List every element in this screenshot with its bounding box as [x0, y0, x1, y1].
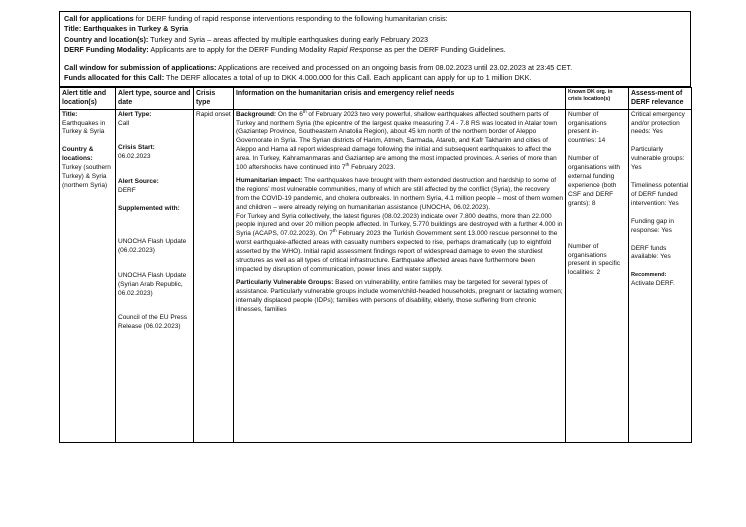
country-line	[64, 35, 686, 45]
vulnerable-text: Based on vulnerability, entire families may be targeted for several types of assistance. Particularly vulnerable groups include women/child-headed households, pregnant or lactating women; internally displaced people (IDPs); families with persons of disability, elderly, those suffering from chronic illnesses, families	[236, 278, 563, 313]
window-line	[64, 63, 686, 73]
impact-text: The earthquakes have brought with them extended destruction and hardship to some of the regions’ most vulnerable communities, many of which are still affected by the conflict (Syria), the recovery from the COVID-19 pandemic, and cholera outbreaks. In northern Syria, 4.1 million people – most of them women and children – were already relying on humanitarian assistance (UNOCHA, 06.02.2023).	[236, 176, 563, 211]
impact-sup: th	[332, 228, 337, 234]
country-value: Turkey and Syria – areas affected by multiple earthquakes during early February 2023	[148, 34, 429, 44]
col5-item-3: Number of organisations present in specific localities: 2	[568, 242, 621, 277]
col2-alert-type-value: Call	[118, 119, 130, 127]
header-alert-title: Alert title and location(s)	[60, 87, 116, 109]
impact-paragraph-2	[236, 213, 563, 275]
impact-text-2b: February 2023 the Turkish Government sent 13.000 rescue personnel to the worst earthquake-affected areas with casualty numbers expected to rise, perhaps dramatically (up to eightfold asserted by the WHO). Initial rapid assessment findings report of widespread damage to even the sturdiest structures as well as all types of critical infrastructure. Earthquake affected areas have furthermore been impacted by disruption of communication, power lines and water supply.	[236, 230, 558, 273]
alert-table	[59, 87, 692, 443]
impact-label: Humanitarian impact:	[236, 176, 303, 184]
modality-value-end: as per the DERF Funding Guidelines.	[382, 44, 506, 54]
modality-line	[64, 45, 686, 55]
col2-source-1: UNOCHA Flash Update (06.02.2023)	[118, 237, 187, 254]
col2-alert-source-label: Alert Source:	[118, 178, 159, 186]
background-label: Background:	[236, 110, 277, 118]
background-paragraph	[236, 108, 563, 173]
window-value: Applications are received and processed on an ongoing basis from 08.02.2023 until 23.02.2023 at 23:45 CET.	[216, 63, 573, 73]
header-info: Information on the humanitarian crisis and emergency relief needs	[234, 87, 566, 109]
col5-item-2: Number of organisations with external funding experience (both CSF and DERF grants): 8	[568, 155, 621, 207]
header-known-dk: Known DK org. in crisis location(s)	[566, 87, 629, 109]
title-line	[64, 24, 686, 34]
background-sup: th	[302, 108, 307, 114]
background-sup-2: th	[345, 161, 350, 167]
funds-label: Funds allocated for this Call:	[64, 73, 165, 83]
col6-recommend-value: Activate DERF.	[631, 280, 675, 288]
table-row	[60, 109, 692, 442]
col1-title-value: Earthquakes in Turkey & Syria	[62, 119, 106, 136]
country-label: Country and location(s):	[64, 34, 149, 44]
col6-recommend-label: Recommend:	[631, 272, 667, 279]
funds-line	[64, 73, 686, 83]
cell-info	[234, 109, 566, 442]
col1-title-label: Title:	[62, 110, 78, 118]
cell-crisis-type	[194, 109, 234, 442]
col6-item-5: DERF funds available: Yes	[631, 244, 671, 261]
col3-crisis-type: Rapid onset	[196, 110, 231, 118]
header-crisis-type: Crisis type	[194, 87, 234, 109]
title-value: Earthquakes in Turkey & Syria	[81, 24, 189, 34]
background-text-c: February 2023.	[349, 164, 396, 172]
col1-country-label: Country & locations:	[62, 146, 94, 163]
modality-italic: Rapid Response	[328, 44, 383, 54]
table-header-row	[60, 87, 692, 109]
col6-item-2: Particularly vulnerable groups: Yes	[631, 146, 685, 172]
col2-supplemented-label: Supplemented with:	[118, 205, 180, 213]
modality-label: DERF Funding Modality:	[64, 44, 149, 54]
call-intro-bold: Call for applications	[64, 14, 134, 23]
col6-item-3: Timeliness potential of DERF funded intervention: Yes	[631, 182, 689, 207]
col2-source-2: UNOCHA Flash Update (Syrian Arab Republic, 06.02.2023)	[118, 271, 187, 297]
call-intro-text: for DERF funding of rapid response interventions responding to the following humanitarian crisis:	[133, 14, 448, 23]
impact-paragraph	[236, 177, 563, 213]
header-assessment: Assess-ment of DERF relevance	[629, 87, 692, 109]
background-text-b: of February 2023 two very powerful, shallow earthquakes affected southern parts of Turkey and northern Syria (the epicentre of the largest quake measuring 7.4 - 7.8 RS was located in Atalar town (Gaziantep Province, Southeastern Anatolia Region), about 45 km north of the northern border of Aleppo Governorate in Syria. The Syrian districts of Harim, Atmeh, Sarmada, Atareb, and Kafr Takharim and cities of Aleppo and Hama all report widespread damage following the initial and subsequent earthquakes to affect the area. In Turkey, Kahramanmaras and Gaziantep are among the most impacted provinces. A series of more than 100 aftershocks have continued into 7	[236, 110, 557, 172]
col2-alert-source-value: DERF	[118, 187, 136, 195]
background-text-a: On the 6	[276, 110, 303, 118]
col6-item-1: Critical emergency and/or protection needs: Yes	[631, 110, 685, 136]
call-intro-line	[64, 14, 686, 24]
cell-alert-title	[60, 109, 116, 442]
cell-alert-type	[116, 109, 194, 442]
call-header-box	[59, 11, 691, 87]
col2-source-3: Council of the EU Press Release (06.02.2023)	[118, 314, 188, 331]
window-label: Call window for submission of applications:	[64, 63, 217, 73]
col1-country-value: Turkey (southern Turkey) & Syria (northern Syria)	[62, 164, 111, 189]
col2-alert-type-label: Alert Type:	[118, 110, 152, 118]
cell-assessment	[629, 109, 692, 442]
vulnerable-label: Particularly Vulnerable Groups:	[236, 278, 334, 286]
document-page	[59, 11, 691, 443]
vulnerable-paragraph	[236, 279, 563, 315]
col6-item-4: Funding gap in response: Yes	[631, 217, 675, 234]
title-label: Title:	[64, 24, 82, 34]
col2-crisis-start-value: 06.02.2023	[118, 153, 151, 161]
impact-text-2a: For Turkey and Syria collectively, the latest figures (08.02.2023) indicate over 7.800 deaths, more than 22.000 people injured and over 20 million people affected. In Turkey, 5.770 buildings are destroyed with a further 4.000 in Syria (ACAPS, 07.02.2023). On 7	[236, 212, 563, 238]
cell-known-dk	[566, 109, 629, 442]
col2-crisis-start-label: Crisis Start:	[118, 144, 155, 152]
header-alert-type: Alert type, source and date	[116, 87, 194, 109]
col5-item-1: Number of organisations present in-countries: 14	[568, 110, 607, 145]
funds-value: The DERF allocates a total of up to DKK 4.000.000 for this Call. Each applicant can apply for up to 1 million DKK.	[164, 73, 532, 83]
modality-value: Applicants are to apply for the DERF Funding Modality	[148, 44, 329, 54]
